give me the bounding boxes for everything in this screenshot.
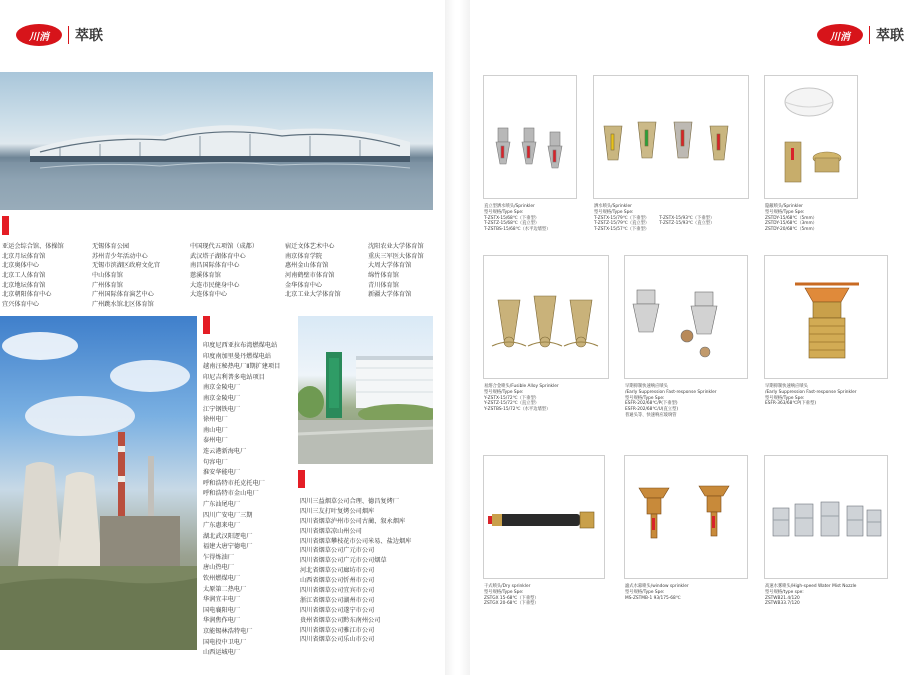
client-item: 贵州省烟草公司黔东南州公司 (300, 616, 381, 624)
factory-illustration (298, 316, 433, 464)
venue-item: 中山体育馆 (92, 272, 123, 280)
caption-line: T-ZSTBS-15/68℃（水平边墙型） (484, 227, 551, 233)
client-item: 四川三友打叶复烤公司烟库 (300, 507, 375, 515)
caption-line: T-ZSTX-15/57℃（下垂型） (594, 227, 650, 233)
plant-item: 山西运城电厂 (203, 649, 241, 657)
page-gutter (445, 0, 470, 675)
product-image-mist-nozzle (764, 455, 888, 579)
caption-line: Y-ZSTBS-15/72℃（水平边墙型） (484, 407, 551, 413)
venue-item: 南昌国际体育中心 (190, 262, 240, 270)
brand-logo-text: 川消 (830, 31, 850, 43)
product-caption (765, 204, 817, 233)
brand-divider (869, 26, 870, 44)
plant-item: 印度南加里曼丹燃煤电站 (203, 352, 272, 360)
caption-line: 早期抑制快速响应喷头 (765, 384, 808, 389)
brand-header-left (16, 24, 103, 46)
brand-name: 萃联 (876, 28, 904, 44)
plant-item: 南京金陵电厂 (203, 394, 241, 402)
caption-line: ZSTDY-20/68℃（5mm） (765, 227, 817, 233)
brand-logo (817, 24, 863, 46)
caption-line: 型号规格/Type Spe: (765, 395, 805, 401)
client-item: 四川省烟草公司雅江市公司 (300, 626, 375, 634)
tobacco-client-list (300, 497, 411, 645)
left-page (0, 0, 445, 675)
client-item: 河北省烟草公司廊坊市公司 (300, 567, 375, 575)
accent-bar (298, 470, 305, 488)
brand-logo (16, 24, 62, 46)
power-plant-photo (0, 316, 197, 650)
caption-line: Y-ZSTX-15/72℃（下垂型） (484, 395, 539, 401)
fusible-sprinkler-icon (484, 256, 609, 379)
venue-item: 金华体育中心 (285, 281, 323, 289)
plant-item: 连云港新海电厂 (203, 447, 247, 455)
caption-col (659, 204, 715, 227)
plant-item: 太原第二热电厂 (203, 585, 247, 593)
client-item: 四川省烟草公司广元市公司 (300, 547, 375, 555)
caption-line: 隐蔽喷头/Sprinkler (765, 204, 803, 209)
venue-item: 广州跳水馆北区体育馆 (92, 301, 154, 309)
caption-line: ESFR-202/68℃/P(下垂型) (625, 401, 678, 407)
caption-line: /Early Suppression Fast-response Sprinkler (625, 389, 717, 395)
product-image-fusible (483, 255, 609, 379)
sprinkler-icon (484, 76, 577, 199)
caption-line: ESFR-202/68℃/U(直立型) (625, 407, 679, 413)
plant-item: 乍得炼油厂 (203, 553, 234, 561)
product-image-dry (483, 455, 605, 579)
caption-line: 型号规格/type spe: (765, 589, 804, 595)
venue-item: 重庆三军医大体育馆 (368, 252, 424, 260)
caption-line: 滤式水幕喷头/window sprinkler (625, 584, 689, 589)
plant-item: 越南汪秘热电厂Ⅱ期扩建项目 (203, 363, 281, 371)
product-caption (765, 384, 857, 407)
venue-item: 宜兴体育中心 (2, 301, 40, 309)
caption-line: 型号规格/Type Spe: (484, 209, 524, 215)
venue-item: 北京工人体育馆 (2, 272, 46, 280)
caption-line: ZSTDY-15/68℃（5mm） (765, 215, 817, 221)
caption-line: 易熔合金喷头/Fusible Alloy Sprinkler (484, 384, 559, 389)
right-page (470, 0, 916, 675)
power-plant-list (203, 341, 280, 659)
caption-line: T-ZSTZ-15/79℃（直立型） (594, 221, 650, 227)
venue-column (2, 242, 64, 310)
plant-item: 南山电厂 (203, 426, 228, 434)
client-item: 四川省烟草攀枝花市公司米易、盐边烟库 (300, 537, 412, 545)
plant-item: 华润宜丰电厂 (203, 596, 241, 604)
caption-line: 普通头等、快速响应玻璃管 (625, 412, 677, 418)
venue-item: 新疆大学体育馆 (368, 291, 412, 299)
brand-header-right (817, 24, 904, 46)
plant-item: 唐山热电厂 (203, 564, 234, 572)
caption-line: 型号规格/Type Spe: (484, 589, 524, 595)
brand-logo-text: 川消 (29, 31, 49, 43)
product-image-window (624, 455, 748, 579)
venue-item: 宿迁文体艺术中心 (285, 243, 335, 250)
accent-bar (203, 316, 210, 334)
mist-nozzle-icon (765, 456, 888, 579)
caption-col (594, 204, 650, 233)
caption-line: ZSTWB33.7/120 (765, 601, 800, 607)
accent-bar (2, 216, 9, 235)
product-caption (594, 204, 715, 233)
caption-line: 干式喷头/Dry sprinkler (484, 584, 531, 589)
venue-item: 广州体育馆 (92, 281, 123, 289)
venue-item: 大周大学体育馆 (368, 262, 412, 270)
caption-line: /Early Suppression Fast-response Sprinkler (765, 389, 857, 395)
caption-line: ZSTWB21.4/120 (765, 595, 800, 601)
venue-item: 北京奥体中心 (2, 262, 40, 270)
caption-line: ZSTGX 20-68℃（下垂型） (484, 601, 539, 607)
venue-item: 中国现代五项馆（成都） (190, 243, 259, 250)
venue-item: 北京工业大学体育馆 (285, 291, 341, 299)
product-image-esfr-large (764, 255, 888, 379)
venue-item: 沈阳农业大学体育馆 (368, 243, 424, 250)
caption-line: 直立型洒水喷头/Sprinkler (484, 204, 535, 209)
concealed-sprinkler-icon (765, 76, 858, 199)
venue-item: 大连市民健身中心 (190, 281, 240, 289)
caption-line: 高速水雾喷头/High-speed Water Mist Nozzle (765, 584, 857, 589)
plant-item: 徐州电厂 (203, 416, 228, 424)
client-item: 四川省烟草公司遂宁市公司 (300, 606, 375, 614)
caption-line: T-ZSTZ-15/68℃（直立型） (484, 221, 540, 227)
venue-item: 南京体育学院 (285, 252, 323, 260)
plant-item: 钦州燃煤电厂 (203, 575, 241, 583)
esfr-brass-icon (765, 256, 888, 379)
plant-item: 南京金陵电厂 (203, 384, 241, 392)
venue-item: 无锡体育公园 (92, 243, 130, 250)
caption-line: ESFR-363/68℃P(下垂型) (765, 401, 817, 407)
caption-line: T-ZSTX-15/68℃（下垂型） (484, 215, 540, 221)
caption-line: MS-ZSTMB-1 93/175-68℃ (625, 595, 681, 601)
caption-line: 型号规格/Type Spe: (625, 589, 665, 595)
esfr-sprinkler-icon (625, 256, 748, 379)
venue-item: 北京朝阳体育中心 (2, 291, 52, 299)
power-plant-illustration (0, 316, 197, 650)
caption-line: Y-ZSTZ-15/72℃（直立型） (484, 401, 540, 407)
brand-divider (68, 26, 69, 44)
client-item: 山西省烟草公司忻州市公司 (300, 577, 375, 585)
venue-item: 绵竹体育馆 (368, 272, 399, 280)
plant-item: 四川广安电厂三期 (203, 511, 253, 519)
product-caption (484, 584, 539, 607)
plant-item: 福建大唐宁德电厂 (203, 543, 253, 551)
caption-line: T-ZSTZ-15/93℃（直立型） (659, 221, 715, 227)
client-item: 四川省烟草公司乐山市公司 (300, 636, 375, 644)
venue-column (368, 242, 424, 300)
caption-line: 型号规格/Type Spe: (765, 209, 805, 215)
caption-columns (594, 204, 715, 233)
caption-line: T-ZSTX-15/93℃（下垂型） (659, 215, 715, 221)
venue-item: 青川体育馆 (368, 281, 399, 289)
product-image-esfr (624, 255, 748, 379)
sprinkler-bulb-icon (594, 76, 749, 199)
plant-item: 印度尼西亚拉布湾燃煤电站 (203, 342, 278, 349)
caption-line: 洒水喷头/Sprinkler (594, 204, 632, 209)
plant-item: 呼和浩特市托克托电厂 (203, 479, 265, 487)
venue-item: 亚运会综合馆、体操馆 (2, 243, 64, 250)
venue-column (92, 242, 160, 310)
plant-item: 淮安华能电厂 (203, 469, 241, 477)
client-item: 四川省烟草凉山州公司 (300, 527, 362, 535)
plant-item: 国电襄阳电厂 (203, 606, 241, 614)
brand-name: 萃联 (75, 28, 103, 44)
plant-item: 印尼吉利普多电站项目 (203, 373, 265, 381)
plant-item: 湖北武汉阳逻电厂 (203, 532, 253, 540)
product-caption (484, 384, 559, 413)
caption-line: 型号规格/Type Spe: (484, 389, 524, 395)
product-caption (625, 384, 717, 419)
caption-line: 早期抑制快速响应喷头 (625, 384, 668, 389)
window-sprinkler-icon (625, 456, 748, 579)
plant-item: 句容电厂 (203, 458, 228, 466)
venue-item: 惠州金山体育馆 (285, 262, 329, 270)
product-caption (765, 584, 856, 607)
venue-item: 武汉塔子湖体育中心 (190, 252, 246, 260)
client-item: 四川省烟草泸州市公司古蔺、叙永烟库 (300, 517, 406, 525)
caption-line: ZSTDY-15/68℃（3mm） (765, 221, 817, 227)
plant-item: 华润焦作电厂 (203, 617, 241, 625)
client-item: 四川省烟草公司宜宾市公司 (300, 587, 375, 595)
venue-column (285, 242, 341, 300)
client-item: 四川三益烟草公司合理、德昌复烤厂 (300, 498, 399, 505)
client-item: 浙江省烟草公司湖州市公司 (300, 596, 375, 604)
venue-item: 广州国际体育演艺中心 (92, 291, 154, 299)
product-caption (625, 584, 689, 601)
venue-column (190, 242, 258, 300)
plant-item: 泰州电厂 (203, 437, 228, 445)
venue-item: 河南鹤壁市体育馆 (285, 272, 335, 280)
venue-item: 大连体育中心 (190, 291, 228, 299)
caption-line: 型号规格/Type Spe: (594, 209, 634, 215)
venue-item: 无锡市滨湖区政府文化宫 (92, 262, 161, 270)
product-image-sprinkler-color (593, 75, 749, 199)
plant-item: 广东惠来电厂 (203, 522, 241, 530)
stadium-illustration (0, 72, 433, 210)
plant-item: 广东汕尾电厂 (203, 500, 241, 508)
caption-line: T-ZSTX-15/79℃（下垂型） (594, 215, 650, 221)
plant-item: 江宁钢铁电厂 (203, 405, 241, 413)
plant-item: 国电投中卫电厂 (203, 638, 247, 646)
caption-line: 型号规格/Type Spe: (625, 395, 665, 401)
product-caption (484, 204, 551, 233)
product-image-sprinkler (483, 75, 577, 199)
caption-line: ZSTGX 15-68℃（下垂型） (484, 595, 539, 601)
factory-photo (298, 316, 433, 464)
product-image-concealed (764, 75, 858, 199)
venue-item: 苏州青少年活动中心 (92, 252, 148, 260)
client-item: 四川省烟草公司广元市公司烟草 (300, 557, 387, 565)
venue-item: 北京月坛体育馆 (2, 252, 46, 260)
plant-item: 京能锡林浩特电厂 (203, 628, 253, 636)
stadium-photo (0, 72, 433, 210)
plant-item: 呼和浩特市金山电厂 (203, 490, 259, 498)
dry-sprinkler-icon (484, 456, 605, 579)
venue-item: 慈溪体育馆 (190, 272, 221, 280)
venue-item: 北京地坛体育馆 (2, 281, 46, 289)
